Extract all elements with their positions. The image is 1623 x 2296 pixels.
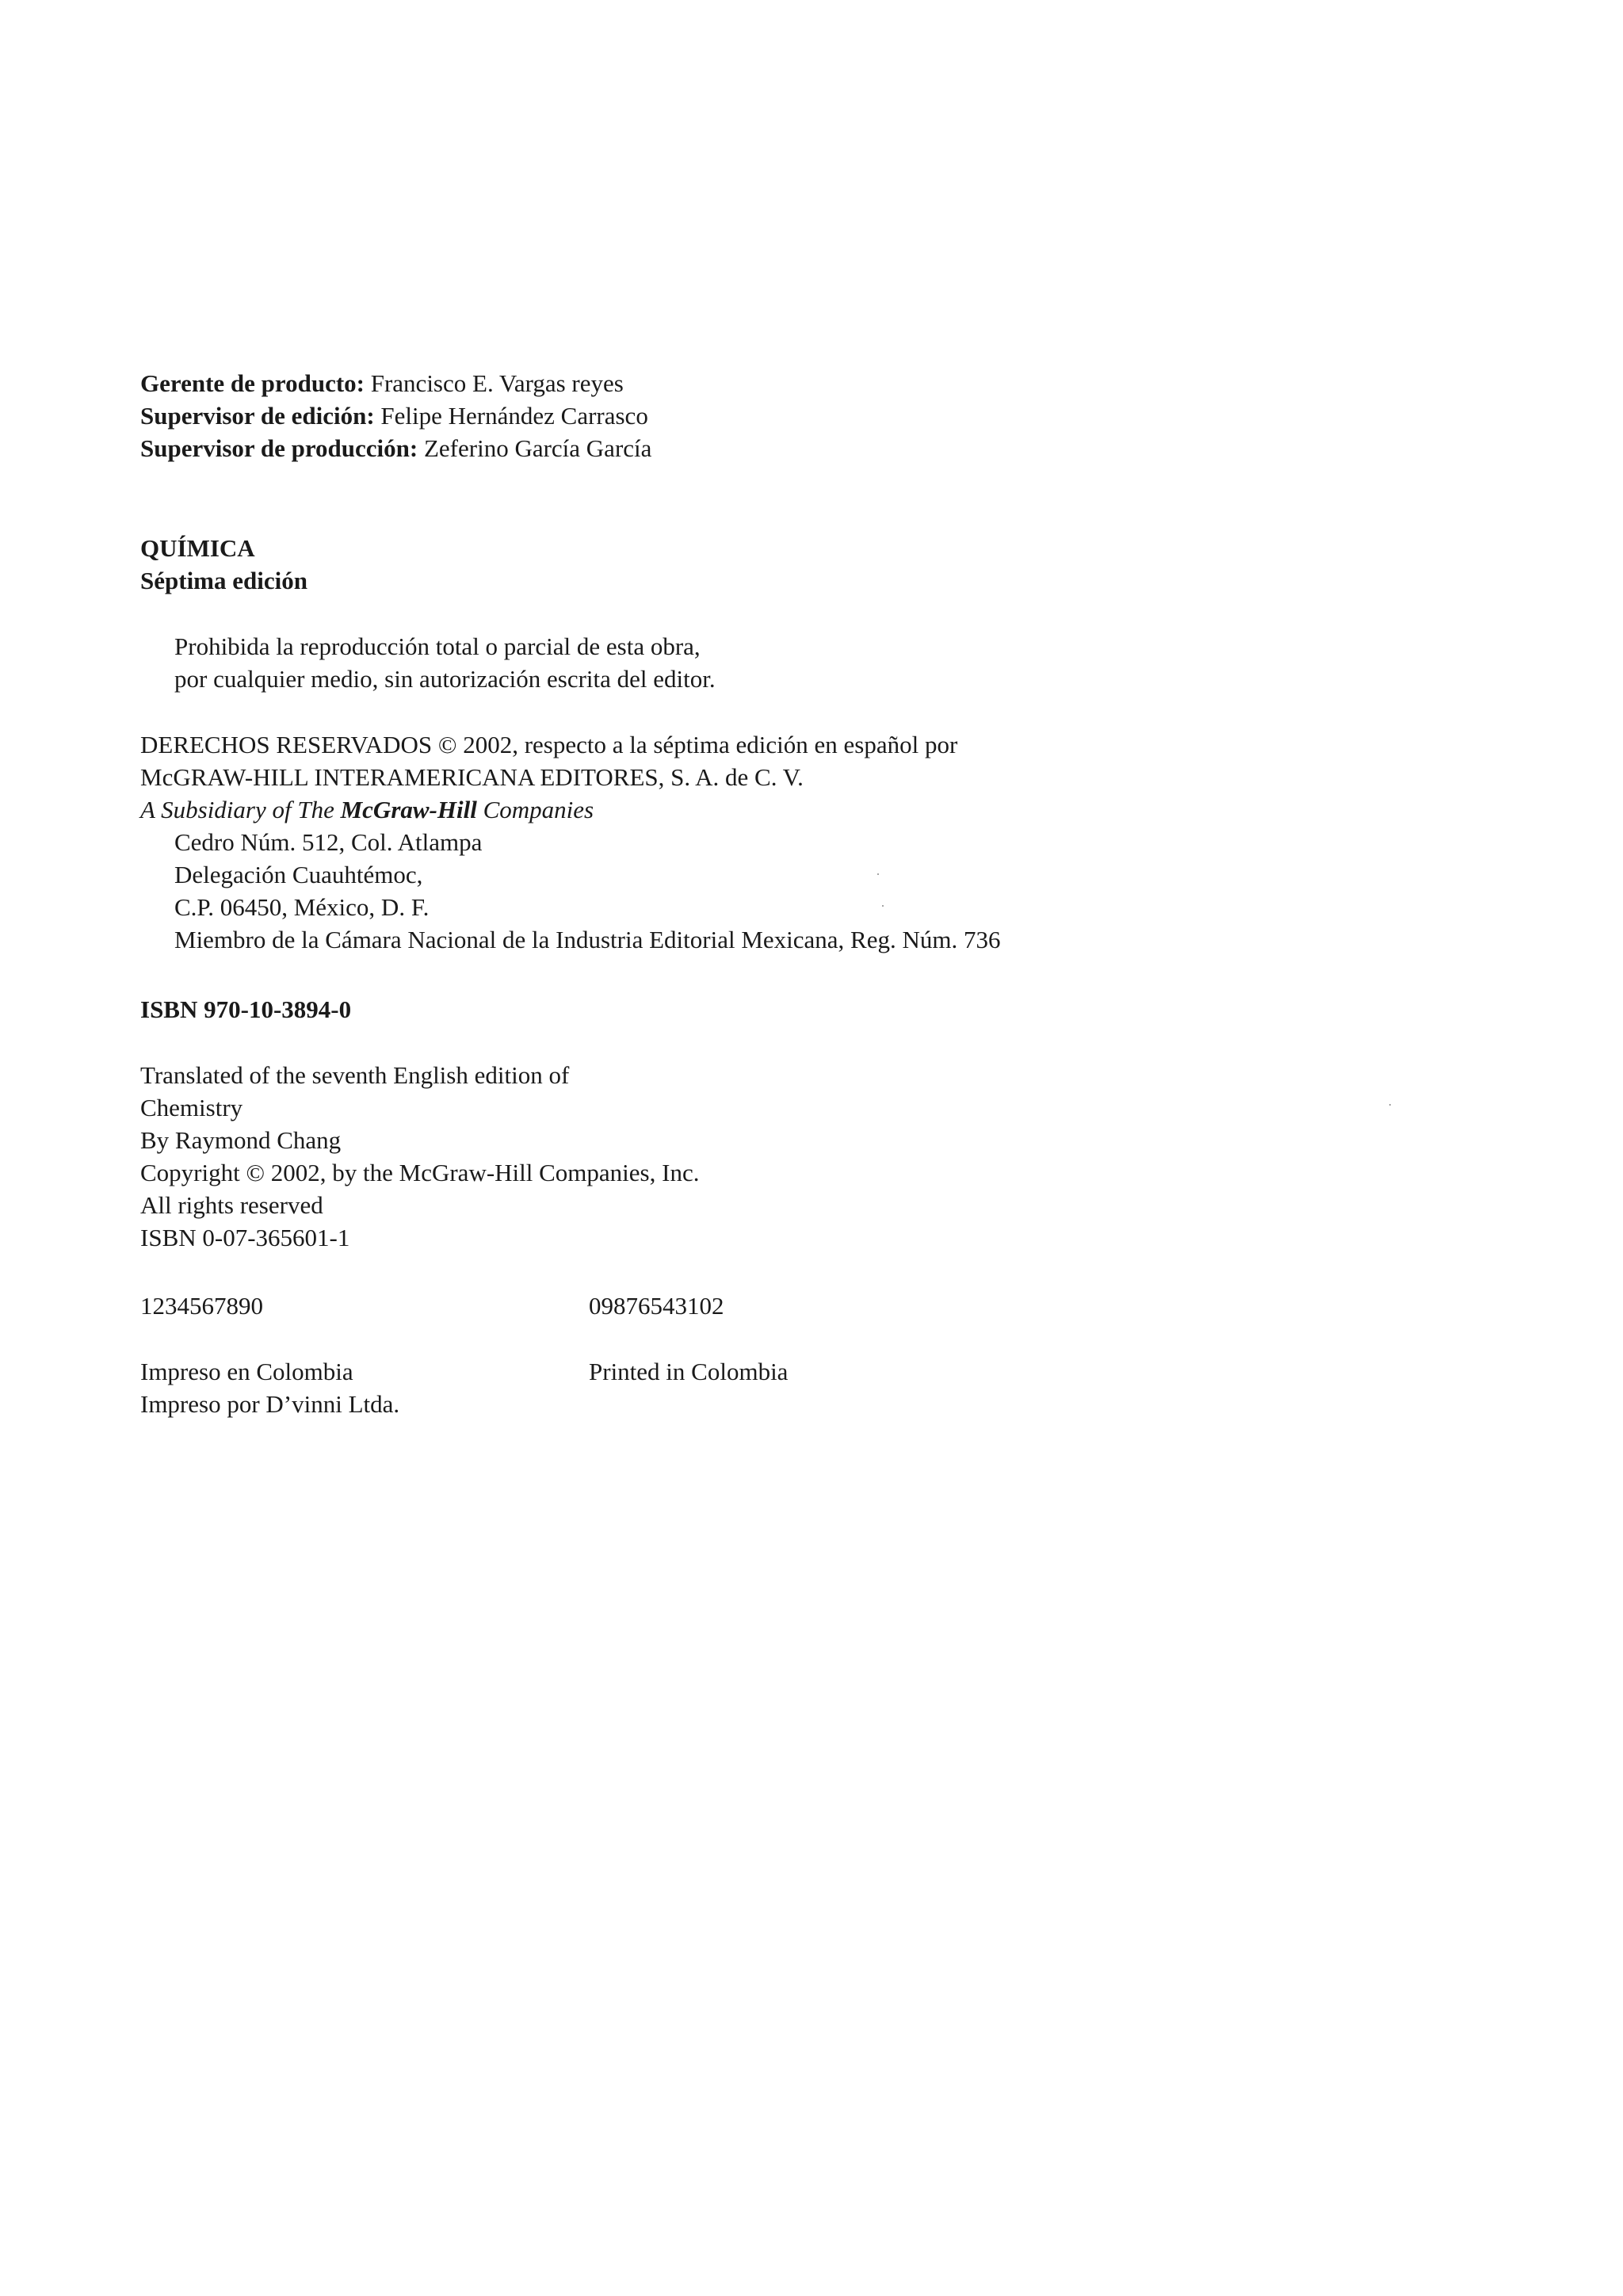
printing-left [140,1355,399,1420]
print-number-left-text: 1234567890 [140,1292,263,1320]
credit-value: Francisco E. Vargas reyes [370,369,624,397]
subsidiary-name: McGraw-Hill [340,796,477,823]
credit-value: Felipe Hernández Carrasco [380,402,648,430]
prohibition-notice [140,630,716,695]
book-title-block [140,532,307,597]
print-number-left [140,1289,263,1322]
rights-block [140,728,1000,956]
isbn-block [140,993,351,1026]
scan-speck [1389,1104,1391,1106]
printing-right [589,1355,788,1388]
printer-name: Impreso por D’vinni Ltda. [140,1390,400,1418]
original-line: All rights reserved [140,1191,323,1219]
original-line: Copyright © 2002, by the McGraw-Hill Companies, Inc. [140,1159,700,1186]
printing-place: Impreso en Colombia [140,1358,353,1385]
subsidiary-suffix: Companies [476,796,594,823]
subsidiary-line [140,793,1000,826]
address-line: Miembro de la Cámara Nacional de la Industria Editorial Mexicana, Reg. Núm. 736 [174,926,1001,953]
original-line: ISBN 0-07-365601-1 [140,1224,350,1251]
prohibition-line: Prohibida la reproducción total o parcial de esta obra, [174,632,701,660]
credit-line [140,399,651,432]
original-line: Chemistry [140,1094,243,1121]
original-edition-block [140,1059,699,1254]
prohibition-line: por cualquier medio, sin autorización escrita del editor. [174,665,716,693]
credit-value: Zeferino García García [423,434,652,462]
address-line: Delegación Cuauhtémoc, [174,861,423,888]
credit-line [140,367,651,399]
publisher-name: McGRAW-HILL INTERAMERICANA EDITORES, S. A. de C. V. [140,763,804,791]
credit-line [140,432,651,464]
credits-block [140,367,651,464]
scan-speck [882,905,884,907]
original-line: By Raymond Chang [140,1126,342,1154]
credit-label: Supervisor de producción: [140,434,418,462]
print-number-right-text: 09876543102 [589,1292,724,1320]
credit-label: Supervisor de edición: [140,402,375,430]
printed-in: Printed in Colombia [589,1358,789,1385]
print-number-right [589,1289,724,1322]
subsidiary-prefix: A Subsidiary of [140,796,298,823]
isbn: ISBN 970-10-3894-0 [140,995,352,1023]
address-line: Cedro Núm. 512, Col. Atlampa [174,828,483,856]
address-line: C.P. 06450, México, D. F. [174,893,430,921]
rights-line: DERECHOS RESERVADOS © 2002, respecto a la séptima edición en español por [140,731,958,758]
credit-label: Gerente de producto: [140,369,365,397]
book-edition: Séptima edición [140,567,307,594]
original-line: Translated of the seventh English edition of [140,1061,570,1089]
scan-speck [877,873,879,875]
subsidiary-the: The [297,796,341,823]
book-title: QUÍMICA [140,534,255,562]
